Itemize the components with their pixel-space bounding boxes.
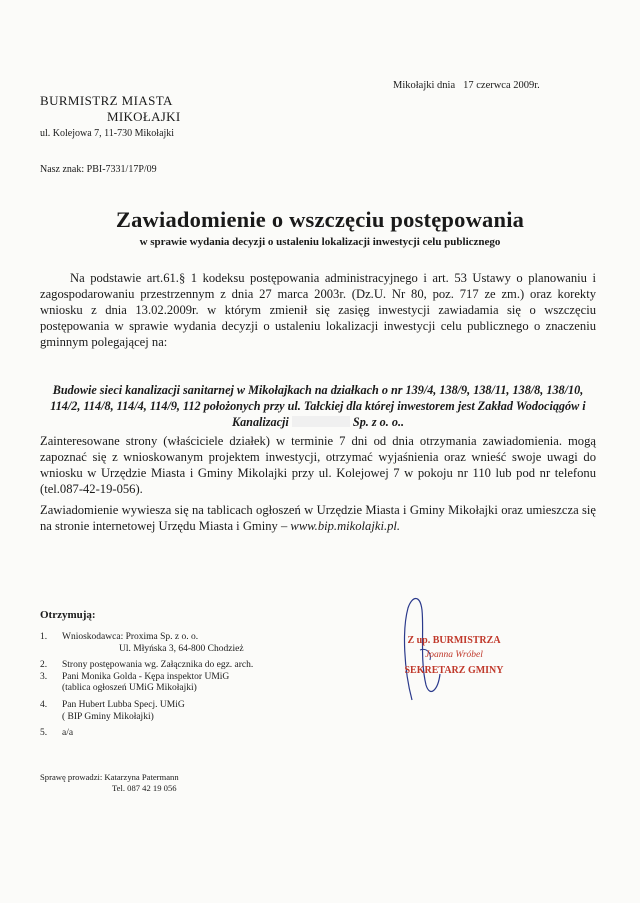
document-subtitle: w sprawie wydania decyzji o ustaleniu lokalizacji inwestycji celu publicznego [139, 236, 501, 248]
list-item: 4. Pan Hubert Lubba Specj. UMiG [40, 699, 185, 710]
list-item-sub: Ul. Młyńska 3, 64-800 Chodzież [119, 643, 244, 654]
recipients-heading: Otrzymują: [40, 609, 96, 621]
issuer-name-line1: BURMISTRZ MIASTA [40, 93, 173, 108]
list-item: 3. Pani Monika Golda - Kępa inspektor UMiG [40, 671, 230, 682]
official-stamp [394, 633, 514, 678]
list-item-sub: (tablica ogłoszeń UMiG Mikołajki) [62, 683, 197, 694]
reference-number: Nasz znak: PBI-7331/17P/09 [40, 164, 157, 175]
footer-phone: Tel. 087 42 19 056 [112, 783, 177, 793]
place-date: Mikołajki dnia 17 czerwca 2009r. [393, 80, 540, 91]
recipients-list [40, 632, 340, 740]
stamp-line1: Z up. BURMISTRZA [407, 635, 501, 646]
redacted-area [292, 416, 350, 427]
issuer-address: ul. Kolejowa 7, 11-730 Mikołajki [40, 128, 175, 139]
issuer-block [40, 93, 180, 142]
bip-link[interactable]: www.bip.mikolajki.pl. [290, 519, 401, 533]
prepared-by: Sprawę prowadzi: Katarzyna Patermann [40, 772, 179, 782]
paragraph-publication: Zawiadomienie wywiesza się na tablicach ogłoszeń w Urzędzie Miasta i Gminy Mikołajki oraz umieszcza się na stronie internetowej Urzędu Miasta i Gminy – www.bip.mikolajki.pl. [40, 503, 596, 533]
date-value: 17 czerwca 2009r. [463, 80, 540, 91]
issuer-name-line2: MIKOŁAJKI [107, 109, 181, 124]
footer-contact [40, 772, 179, 794]
paragraph-legal-basis: Na podstawie art.61.§ 1 kodeksu postępowania administracyjnego i art. 53 Ustawy o planowaniu i zagospodarowaniu przestrzennym z dnia 27 marca 2003r. (Dz.U. Nr 80, poz. 717 ze zm.) oraz korekty wniosku z dnia 13.02.2009r. w którym zmienił się zasięg inwestycji zawiadamia się o wszczęciu postępowania w sprawie wydania decyzji o ustaleniu lokalizacji inwestycji celu publicznego o znaczeniu gminnym polegającej na: [40, 271, 596, 349]
list-item-sub: ( BIP Gminy Mikołajki) [62, 711, 154, 722]
list-item: 1. Wnioskodawca: Proxima Sp. z o. o. [40, 632, 199, 642]
stamp-line3: SEKRETARZ GMINY [404, 665, 504, 676]
list-item: 2. Strony postępowania wg. Załącznika do egz. arch. [40, 660, 254, 671]
paragraph-parties: Zainteresowane strony (właściciele działek) w terminie 7 dni od dnia otrzymania zawiadomienia. mogą zapoznać się z wnioskowanym projektem inwestycji, otrzymać wyjaśnienia oraz wnieść swoje uwagi do wniosku w Urzędzie Miasta i Gminy Mikolajki przy ul. Kolejowej 7 w pokoju nr 110 lub pod nr telefonu (tel.087-42-19-056). [40, 434, 596, 496]
stamp-signer: Joanna Wróbel [425, 650, 483, 660]
list-item: 5. a/a [40, 728, 74, 739]
paragraph-investment: Budowie sieci kanalizacji sanitarnej w Mikołajkach na działkach o nr 139/4, 138/9, 138/11, 138/8, 138/10, 114/2, 114/8, 114/4, 114/9, 112 położonych przy ul. Tałckiej dla której inwestorem jest Zakład Wodociągów i Kanalizacji Sp. z o. o.. [50, 383, 586, 429]
document-title: Zawiadomienie o wszczęciu postępowania [115, 207, 525, 232]
